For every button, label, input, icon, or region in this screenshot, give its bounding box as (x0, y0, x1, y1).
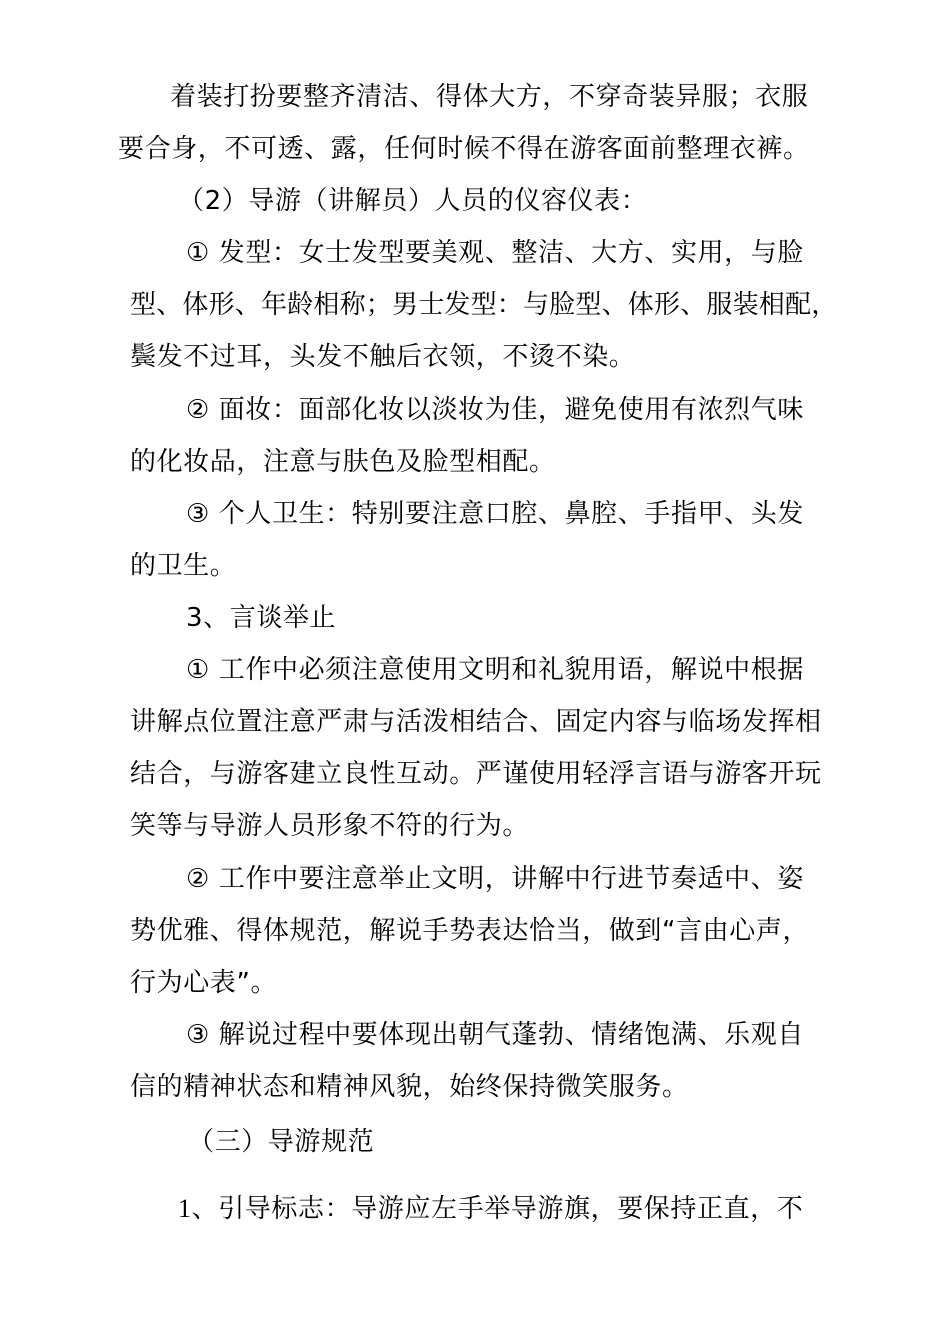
list-item-line: ② 面妆：面部化妆以淡妆为佳，避免使用有浓烈气味 (186, 395, 804, 425)
list-item-line: 结合，与游客建立良性互动。严谨使用轻浮言语与游客开玩 (130, 759, 822, 789)
list-item-line: 的卫生。 (130, 551, 237, 581)
list-item-line: 势优雅、得体规范，解说手势表达恰当，做到“言由心声， (130, 916, 810, 946)
list-item-line: ② 工作中要注意举止文明，讲解中行进节奏适中、姿 (186, 864, 804, 894)
item-number: 1 (178, 1194, 192, 1223)
section-heading: （2）导游（讲解员）人员的仪容仪表： (178, 186, 648, 216)
list-item-line: ③ 个人卫生：特别要注意口腔、鼻腔、手指甲、头发 (186, 499, 804, 529)
paragraph-line: 要合身，不可透、露，任何时候不得在游客面前整理衣裤。 (118, 134, 810, 164)
list-item-line: 型、体形、年龄相称；男士发型：与脸型、体形、服装相配， (130, 290, 838, 320)
list-item-line: ① 发型：女士发型要美观、整洁、大方、实用，与脸 (186, 238, 804, 268)
item-text: 、引导标志：导游应左手举导游旗，要保持正直，不 (191, 1194, 804, 1224)
paragraph-line: 着装打扮要整齐清洁、得体大方，不穿奇装异服；衣服 (170, 82, 809, 112)
list-item-line: 鬓发不过耳，头发不触后衣领，不烫不染。 (130, 342, 636, 372)
list-item-line: ③ 解说过程中要体现出朝气蓬勃、情绪饱满、乐观自 (186, 1020, 804, 1050)
list-item-line: 讲解点位置注意严肃与活泼相结合、固定内容与临场发挥相 (130, 707, 822, 737)
list-item-line: 的化妆品，注意与肤色及脸型相配。 (130, 447, 556, 477)
section-heading: （三）导游规范 (188, 1127, 375, 1157)
list-item-line (178, 1192, 803, 1226)
list-item-line: 信的精神状态和精神风貌，始终保持微笑服务。 (130, 1072, 689, 1102)
list-item-line: 笑等与导游人员形象不符的行为。 (130, 811, 530, 841)
section-heading: 3、言谈举止 (186, 603, 337, 633)
list-item-line: ① 工作中必须注意使用文明和礼貌用语，解说中根据 (186, 655, 804, 685)
list-item-line: 行为心表”。 (130, 968, 278, 998)
